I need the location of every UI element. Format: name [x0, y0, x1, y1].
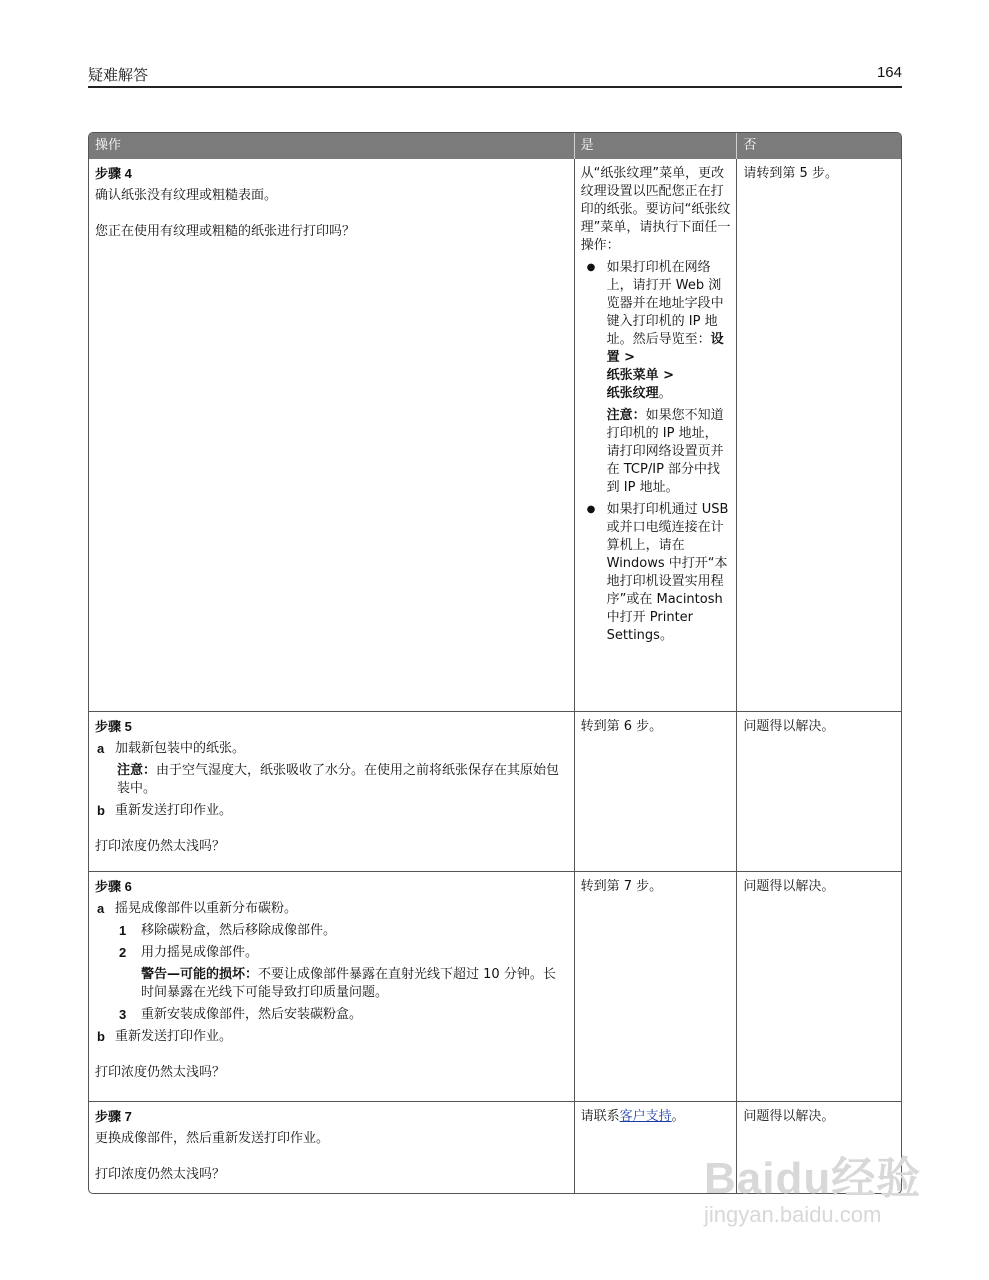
section-title: 疑难解答: [88, 66, 149, 84]
step5-no-text: 问题得以解决。: [743, 719, 835, 734]
step6-n2-label: 2: [119, 945, 127, 960]
step6-no-cell: [737, 871, 901, 1101]
step6-title: 步骤 6: [95, 879, 132, 894]
step6-b-text: 重新发送打印作业。: [115, 1029, 233, 1044]
step7-yes-suffix: 。: [671, 1109, 685, 1124]
step6-n3-label: 3: [119, 1007, 127, 1022]
column-header-yes: 是: [575, 133, 738, 159]
step6-question: 打印浓度仍然太浅吗？: [95, 1065, 226, 1080]
step4-menu-path-end: 。: [658, 386, 672, 401]
step6-no-text: 问题得以解决。: [743, 879, 835, 894]
step4-yes-bullets: [581, 259, 731, 645]
step4-yes-cell: [575, 159, 738, 711]
step5-title: 步骤 5: [95, 719, 132, 734]
step5-b-label: b: [97, 803, 105, 818]
step6-sub-b: [95, 1028, 568, 1046]
step5-b-text: 重新发送打印作业。: [115, 803, 233, 818]
step4-menu-path-2: 纸张菜单 >: [606, 368, 675, 383]
bullet-icon: ●: [586, 262, 596, 273]
step4-note-label: 注意：: [606, 408, 646, 423]
step4-bullet1-text: 如果打印机在网络上，请打开 Web 浏览器并在地址字段中键入打印机的 IP 地址。然后导览至：: [606, 260, 724, 347]
step7-no-text: 问题得以解决。: [743, 1109, 835, 1124]
table-row-step6: [89, 871, 901, 1101]
step4-menu-path-3: 纸张纹理: [606, 386, 659, 401]
step5-yes-text: 转到第 6 步。: [580, 719, 663, 734]
step5-note-label: 注意：: [117, 763, 157, 778]
step6-warning-label: 警告—可能的损坏：: [141, 967, 259, 982]
step6-action-cell: [89, 871, 575, 1101]
step7-question: 打印浓度仍然太浅吗？: [95, 1167, 226, 1182]
table-row-step4: [89, 159, 901, 711]
watermark-site: jingyan.baidu.com: [704, 1202, 882, 1227]
list-item: [581, 259, 731, 497]
step4-note-text: 如果您不知道打印机的 IP 地址，请打印网络设置页并在 TCP/IP 部分中找到 IP 地址。: [606, 408, 724, 495]
baidu-watermark: [700, 1130, 940, 1240]
step6-warning-text: 不要让成像部件暴露在直射光线下超过 10 分钟。长时间暴露在光线下可能导致打印质量问题。: [141, 967, 556, 1000]
step4-title: 步骤 4: [95, 166, 132, 181]
page-number: 164: [876, 64, 902, 81]
step7-instruction: 更换成像部件，然后重新发送打印作业。: [95, 1131, 330, 1146]
step6-warning: [141, 966, 568, 1002]
step5-a-label: a: [97, 741, 105, 756]
step7-yes-prefix: 请联系: [580, 1109, 620, 1124]
step6-num-3: [117, 1006, 568, 1024]
column-header-no: 否: [737, 133, 901, 159]
step7-title: 步骤 7: [95, 1109, 132, 1124]
step5-sub-a: [95, 740, 568, 758]
step6-num-1: [117, 922, 568, 940]
step4-no-text: 请转到第 5 步。: [743, 166, 838, 181]
step4-action-cell: [89, 159, 575, 711]
page-header: [88, 62, 902, 88]
troubleshooting-table: [88, 132, 902, 1194]
step6-b-label: b: [97, 1029, 105, 1044]
step4-yes-intro: 从“纸张纹理”菜单，更改纹理设置以匹配您正在打印的纸张。要访问“纸张纹理”菜单，请执行下面任一操作：: [580, 166, 731, 253]
step6-n3-text: 重新安装成像部件，然后安装碳粉盒。: [141, 1007, 363, 1022]
step5-yes-cell: [575, 711, 738, 871]
step6-num-2: [117, 944, 568, 962]
step5-sub-b: [95, 802, 568, 820]
step5-note-text: 由于空气湿度大，纸张吸收了水分。在使用之前将纸张保存在其原始包装中。: [117, 763, 560, 796]
step4-note: [607, 407, 731, 497]
step6-n1-label: 1: [119, 923, 127, 938]
step5-a-text: 加载新包装中的纸张。: [115, 741, 246, 756]
list-item: [581, 501, 731, 645]
step4-question: 您正在使用有纹理或粗糙的纸张进行打印吗？: [95, 224, 356, 239]
step6-a-label: a: [97, 901, 105, 916]
step6-yes-text: 转到第 7 步。: [580, 879, 663, 894]
table-header-row: [89, 133, 901, 159]
step6-yes-cell: [575, 871, 738, 1101]
step6-n1-text: 移除碳粉盒，然后移除成像部件。: [141, 923, 337, 938]
step5-question: 打印浓度仍然太浅吗？: [95, 839, 226, 854]
bullet-icon: ●: [586, 504, 596, 515]
step4-bullet2-text: 如果打印机通过 USB 或并口电缆连接在计算机上，请在 Windows 中打开“本地打印机设置实用程序”或在 Macintosh 中打开 Printer Settings。: [606, 502, 729, 643]
step4-menu-path-1: 设置 >: [606, 332, 724, 365]
step5-note: [117, 762, 568, 798]
step6-sub-a: [95, 900, 568, 918]
watermark-brand: Baidu经验: [704, 1154, 922, 1203]
table-row-step5: [89, 711, 901, 871]
step5-no-cell: [737, 711, 901, 871]
step4-no-cell: [737, 159, 901, 711]
step6-a-text: 摇晃成像部件以重新分布碳粉。: [115, 901, 298, 916]
step5-action-cell: [89, 711, 575, 871]
step7-action-cell: [89, 1101, 575, 1193]
step4-instruction: 确认纸张没有纹理或粗糙表面。: [95, 188, 278, 203]
step6-n2-text: 用力摇晃成像部件。: [141, 945, 259, 960]
column-header-action: 操作: [89, 133, 575, 159]
customer-support-link[interactable]: 客户支持: [619, 1109, 672, 1124]
